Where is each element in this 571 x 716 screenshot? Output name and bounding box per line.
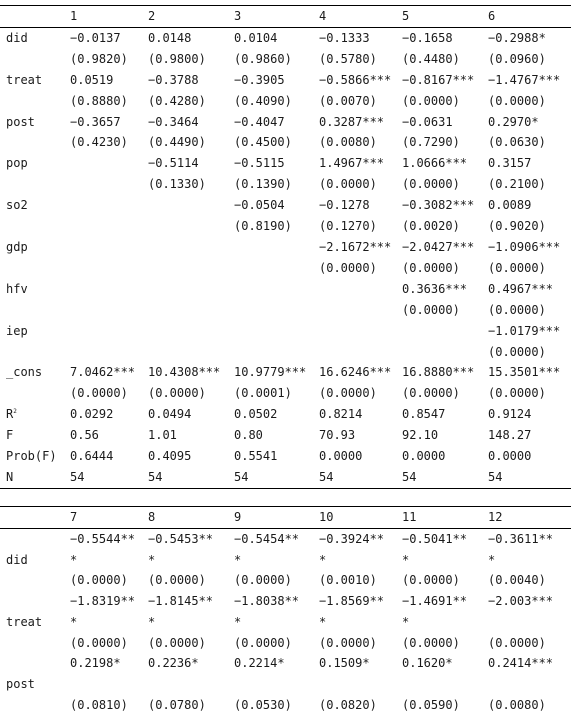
table-row (0, 467, 571, 488)
table-cell: −0.5041** (402, 531, 468, 546)
table-cell: 7.0462*** (70, 365, 136, 380)
row-label-text: so2 (6, 198, 28, 213)
table-cell: 0.0494 (148, 407, 192, 422)
table-cell: 0.56 (70, 428, 99, 443)
table-cell: 10.4308*** (148, 365, 221, 380)
table-cell: 54 (319, 467, 402, 488)
table-cell: * (70, 552, 78, 567)
table-cell: −0.0631 (402, 114, 453, 129)
header-row (0, 507, 571, 529)
table-cell: −1.8569** (319, 594, 385, 608)
table-cell: −0.3788 (148, 72, 199, 87)
table-cell: −0.5866*** (319, 72, 392, 87)
table-cell (488, 612, 571, 633)
column-header: 4 (319, 6, 402, 28)
table-row (0, 49, 571, 70)
table-cell: (0.9860) (234, 51, 292, 66)
table-cell: −0.3905 (234, 72, 285, 87)
table-cell (319, 321, 402, 342)
row-label (0, 362, 70, 383)
table-cell (70, 674, 148, 695)
table-cell: 0.1620* (402, 656, 453, 671)
table-cell: 0.2236* (148, 656, 199, 671)
table-cell: * (70, 614, 78, 629)
row-label (0, 70, 70, 91)
row-label (0, 528, 70, 549)
table-row (0, 70, 571, 91)
table-row (0, 300, 571, 321)
row-label (0, 342, 70, 363)
regression-table-2 (0, 506, 571, 716)
table-cell: (0.4280) (148, 93, 206, 108)
row-label-text: Prob(F) (6, 449, 57, 464)
column-header: 9 (234, 507, 319, 529)
header-corner (0, 6, 70, 28)
table-row (0, 550, 571, 571)
row-label (0, 258, 70, 279)
table-row (0, 132, 571, 153)
column-header: 12 (488, 507, 571, 529)
table-cell (402, 342, 488, 363)
table-cell: (0.4480) (402, 51, 460, 66)
table-cell (234, 258, 319, 279)
row-label (0, 467, 70, 488)
table-cell: (0.0820) (319, 697, 377, 712)
row-label (0, 195, 70, 216)
row-label-text: did (6, 30, 28, 45)
row-label-text: hfv (6, 281, 28, 296)
table-cell (148, 216, 234, 237)
table-cell (70, 174, 148, 195)
table-cell (234, 342, 319, 363)
table-cell: 0.0292 (70, 407, 114, 422)
table-cell: (0.5780) (319, 51, 377, 66)
row-label (0, 279, 70, 300)
table-cell: 1.01 (148, 428, 177, 443)
table-cell: (0.0000) (488, 635, 546, 650)
row-label (0, 550, 70, 571)
row-label-text: treat (6, 614, 43, 629)
table-row (0, 612, 571, 633)
table-cell: 0.0502 (234, 407, 278, 422)
table-row (0, 570, 571, 591)
table-cell: * (148, 552, 156, 567)
table-cell (148, 258, 234, 279)
table-cell: (0.0960) (488, 51, 546, 66)
table-cell: 54 (234, 467, 319, 488)
table-cell: (0.0000) (70, 573, 128, 588)
table-cell (319, 342, 402, 363)
table-cell: −0.3657 (70, 114, 121, 129)
table-cell: (0.0000) (148, 386, 206, 401)
table-cell: 0.9124 (488, 407, 532, 422)
row-label-text: post (6, 114, 35, 129)
table-cell: (0.0000) (70, 635, 128, 650)
table-row (0, 446, 571, 467)
table-cell: * (234, 552, 242, 567)
table-cell: * (319, 552, 327, 567)
row-label (0, 674, 70, 695)
column-header: 2 (148, 6, 234, 28)
table-row (0, 27, 571, 48)
table-cell: 16.6246*** (319, 365, 392, 380)
row-label-text: did (6, 552, 28, 567)
table-cell: 0.8547 (402, 407, 446, 422)
table-cell: (0.0000) (402, 93, 460, 108)
table-cell: 0.2414*** (488, 656, 554, 671)
table-cell: −0.3611** (488, 531, 554, 546)
table-cell: (0.4490) (148, 135, 206, 150)
table-cell: −0.2988* (488, 30, 546, 45)
row-label (0, 216, 70, 237)
table-cell (70, 300, 148, 321)
table-cell: 0.3636*** (402, 281, 468, 296)
table-row (0, 653, 571, 674)
row-label (0, 570, 70, 591)
row-label (0, 321, 70, 342)
table-cell: −0.5115 (234, 156, 285, 171)
table-cell (319, 279, 402, 300)
table-cell: (0.0000) (70, 386, 128, 401)
row-label (0, 237, 70, 258)
table-cell: 0.0148 (148, 30, 192, 45)
column-header: 5 (402, 6, 488, 28)
table-cell: −1.4691** (402, 594, 468, 608)
column-header: 3 (234, 6, 319, 28)
table-cell: (0.1390) (234, 177, 292, 192)
table-cell (70, 279, 148, 300)
table-cell: −1.4767*** (488, 72, 561, 87)
table-cell: (0.1270) (319, 219, 377, 234)
table-cell: −0.5453** (148, 531, 214, 546)
table-row (0, 91, 571, 112)
table-cell (70, 321, 148, 342)
table-cell: (0.4230) (70, 135, 128, 150)
table-cell: * (488, 552, 496, 567)
table-cell: (0.0810) (70, 697, 128, 712)
table-row (0, 695, 571, 716)
table-cell: (0.7290) (402, 135, 460, 150)
table-cell: (0.0000) (234, 635, 292, 650)
header-corner (0, 507, 70, 529)
column-header: 6 (488, 6, 571, 28)
table-cell (319, 674, 402, 695)
table-cell: (0.4090) (234, 93, 292, 108)
table-cell (70, 216, 148, 237)
table-row (0, 237, 571, 258)
table-cell: (0.0000) (402, 635, 460, 650)
table-cell (148, 279, 234, 300)
table-cell: (0.8880) (70, 93, 128, 108)
table-row (0, 342, 571, 363)
table-cell: −2.003*** (488, 594, 554, 608)
table-cell: (0.0010) (319, 573, 377, 588)
table-cell: (0.0080) (319, 135, 377, 150)
table-cell (234, 300, 319, 321)
table-cell: (0.0780) (148, 697, 206, 712)
table-cell: (0.0000) (402, 302, 460, 317)
table-cell: (0.0000) (402, 573, 460, 588)
table-cell: 0.0519 (70, 72, 114, 87)
row-label (0, 112, 70, 133)
table-cell (234, 237, 319, 258)
table-cell (70, 342, 148, 363)
table-cell: (0.0000) (319, 260, 377, 275)
row-label (0, 425, 70, 446)
table-cell (234, 279, 319, 300)
table-cell: −1.0906*** (488, 239, 561, 254)
table-cell: 0.8214 (319, 407, 363, 422)
table-cell: (0.0000) (319, 386, 377, 401)
table-row (0, 633, 571, 654)
table-cell: (0.9020) (488, 219, 546, 234)
table-cell: −1.8038** (234, 594, 300, 608)
table-cell (148, 342, 234, 363)
table-cell: 10.9779*** (234, 365, 307, 380)
table-cell: 0.0000 (319, 449, 363, 464)
table-cell (70, 258, 148, 279)
row-label-text: N (6, 469, 14, 484)
table-cell (148, 195, 234, 216)
table-cell: 0.6444 (70, 449, 114, 464)
table-cell: (0.0000) (319, 177, 377, 192)
row-label (0, 91, 70, 112)
table-cell (148, 674, 234, 695)
table-cell (488, 674, 571, 695)
row-label (0, 591, 70, 612)
table-cell: −1.8319** (70, 594, 136, 608)
table-cell: −0.3082*** (402, 198, 475, 213)
table-cell: 148.27 (488, 428, 532, 443)
table-cell (148, 321, 234, 342)
table-cell: −1.8145** (148, 594, 214, 608)
table-row (0, 404, 571, 425)
table-cell: 0.3287*** (319, 114, 385, 129)
table-cell: 1.4967*** (319, 156, 385, 171)
table-cell: (0.1330) (148, 177, 206, 192)
row-label-text: treat (6, 72, 43, 87)
superscript: 2 (13, 408, 17, 416)
row-label-text: iep (6, 323, 28, 338)
table-cell: (0.0590) (402, 697, 460, 712)
table-cell: (0.0000) (402, 260, 460, 275)
table-cell: −2.1672*** (319, 239, 392, 254)
table-cell: (0.0000) (402, 177, 460, 192)
table-cell (148, 237, 234, 258)
table-cell: −0.1658 (402, 30, 453, 45)
table-cell: 15.3501*** (488, 365, 561, 380)
table-cell: (0.9820) (70, 51, 128, 66)
table-row (0, 112, 571, 133)
table-cell: −0.3924** (319, 531, 385, 546)
row-label-text: post (6, 677, 35, 691)
table-row (0, 258, 571, 279)
table-cell: 0.0104 (234, 30, 278, 45)
column-header: 11 (402, 507, 488, 529)
row-label (0, 653, 70, 674)
table-cell: (0.0020) (402, 219, 460, 234)
table-cell: 0.0000 (402, 449, 446, 464)
table-cell: 0.80 (234, 428, 263, 443)
table-cell (70, 237, 148, 258)
column-header: 7 (70, 507, 148, 529)
table-cell: (0.0000) (234, 573, 292, 588)
table-cell: (0.0040) (488, 573, 546, 588)
header-row (0, 6, 571, 28)
table-cell: (0.0000) (319, 635, 377, 650)
table-cell: −0.5544** (70, 531, 136, 546)
column-header: 10 (319, 507, 402, 529)
row-label (0, 404, 70, 425)
table-cell: (0.0000) (148, 635, 206, 650)
table-row (0, 174, 571, 195)
table-row (0, 674, 571, 695)
table-cell: −0.3464 (148, 114, 199, 129)
table-cell: 0.2970* (488, 114, 539, 129)
table-cell (70, 195, 148, 216)
table-row (0, 216, 571, 237)
table-cell: (0.0000) (488, 386, 546, 401)
table-row (0, 321, 571, 342)
table-cell: 0.4095 (148, 449, 192, 464)
table-cell: −1.0179*** (488, 323, 561, 338)
table-cell (319, 300, 402, 321)
table-cell (234, 674, 319, 695)
column-header: 8 (148, 507, 234, 529)
table-cell: −0.0137 (70, 30, 121, 45)
table-cell: (0.4500) (234, 135, 292, 150)
row-label-text: pop (6, 156, 28, 171)
table-cell: 54 (402, 467, 488, 488)
table-row (0, 195, 571, 216)
table-cell: (0.0080) (488, 697, 546, 712)
table-cell: (0.0070) (319, 93, 377, 108)
table-cell: * (402, 552, 410, 567)
table-cell: (0.2100) (488, 177, 546, 192)
table-cell: (0.0530) (234, 697, 292, 712)
table-cell (402, 674, 488, 695)
row-label (0, 27, 70, 48)
table-cell: 54 (70, 467, 148, 488)
table-row (0, 383, 571, 404)
table-cell: (0.0000) (488, 302, 546, 317)
table-row (0, 591, 571, 612)
table-cell: −2.0427*** (402, 239, 475, 254)
row-label (0, 49, 70, 70)
table-cell: 0.0000 (488, 449, 532, 464)
column-header: 1 (70, 6, 148, 28)
table-cell: 0.3157 (488, 156, 532, 171)
table-cell: 1.0666*** (402, 156, 468, 171)
table-cell: (0.0000) (402, 386, 460, 401)
regression-table-1 (0, 5, 571, 489)
row-label-text: gdp (6, 239, 28, 254)
table-cell (70, 153, 148, 174)
table-cell: 0.4967*** (488, 281, 554, 296)
row-label-text: R (6, 407, 14, 422)
table-row (0, 279, 571, 300)
table-cell: * (402, 614, 410, 629)
table-cell (234, 321, 319, 342)
table-row (0, 362, 571, 383)
table-cell: * (148, 614, 156, 629)
row-label-text: F (6, 428, 14, 443)
table-cell: 0.5541 (234, 449, 278, 464)
table-cell: −0.0504 (234, 198, 285, 213)
table-cell: (0.0630) (488, 135, 546, 150)
row-label (0, 695, 70, 716)
row-label (0, 383, 70, 404)
row-label (0, 174, 70, 195)
row-label (0, 612, 70, 633)
table-cell: −0.4047 (234, 114, 285, 129)
table-cell: (0.0000) (488, 344, 546, 359)
table-cell: 54 (488, 467, 571, 488)
row-label (0, 300, 70, 321)
table-cell: −0.8167*** (402, 72, 475, 87)
table-cell: 70.93 (319, 428, 356, 443)
table-cell: −0.1278 (319, 198, 370, 213)
table-cell: * (234, 614, 242, 629)
table-cell: (0.0000) (488, 260, 546, 275)
row-label (0, 153, 70, 174)
row-label (0, 132, 70, 153)
table-cell: (0.0001) (234, 386, 292, 401)
table-cell (402, 321, 488, 342)
row-label (0, 633, 70, 654)
table-cell: −0.5114 (148, 156, 199, 171)
table-cell: −0.5454** (234, 531, 300, 546)
table-cell: (0.0000) (148, 573, 206, 588)
table-cell (148, 300, 234, 321)
table-cell: (0.9800) (148, 51, 206, 66)
table-cell: 16.8880*** (402, 365, 475, 380)
table-cell: 0.2198* (70, 656, 121, 671)
table-cell: 92.10 (402, 428, 439, 443)
table-cell: * (319, 614, 327, 629)
table-cell: 54 (148, 467, 234, 488)
row-label (0, 446, 70, 467)
row-label-text: _cons (6, 365, 43, 380)
table-cell: 0.1509* (319, 656, 370, 671)
table-cell: (0.0000) (488, 93, 546, 108)
table-row (0, 425, 571, 446)
table-cell: (0.8190) (234, 219, 292, 234)
table-cell: 0.0089 (488, 198, 532, 213)
table-row (0, 528, 571, 549)
table-row (0, 153, 571, 174)
table-cell: 0.2214* (234, 656, 285, 671)
table-cell: −0.1333 (319, 30, 370, 45)
